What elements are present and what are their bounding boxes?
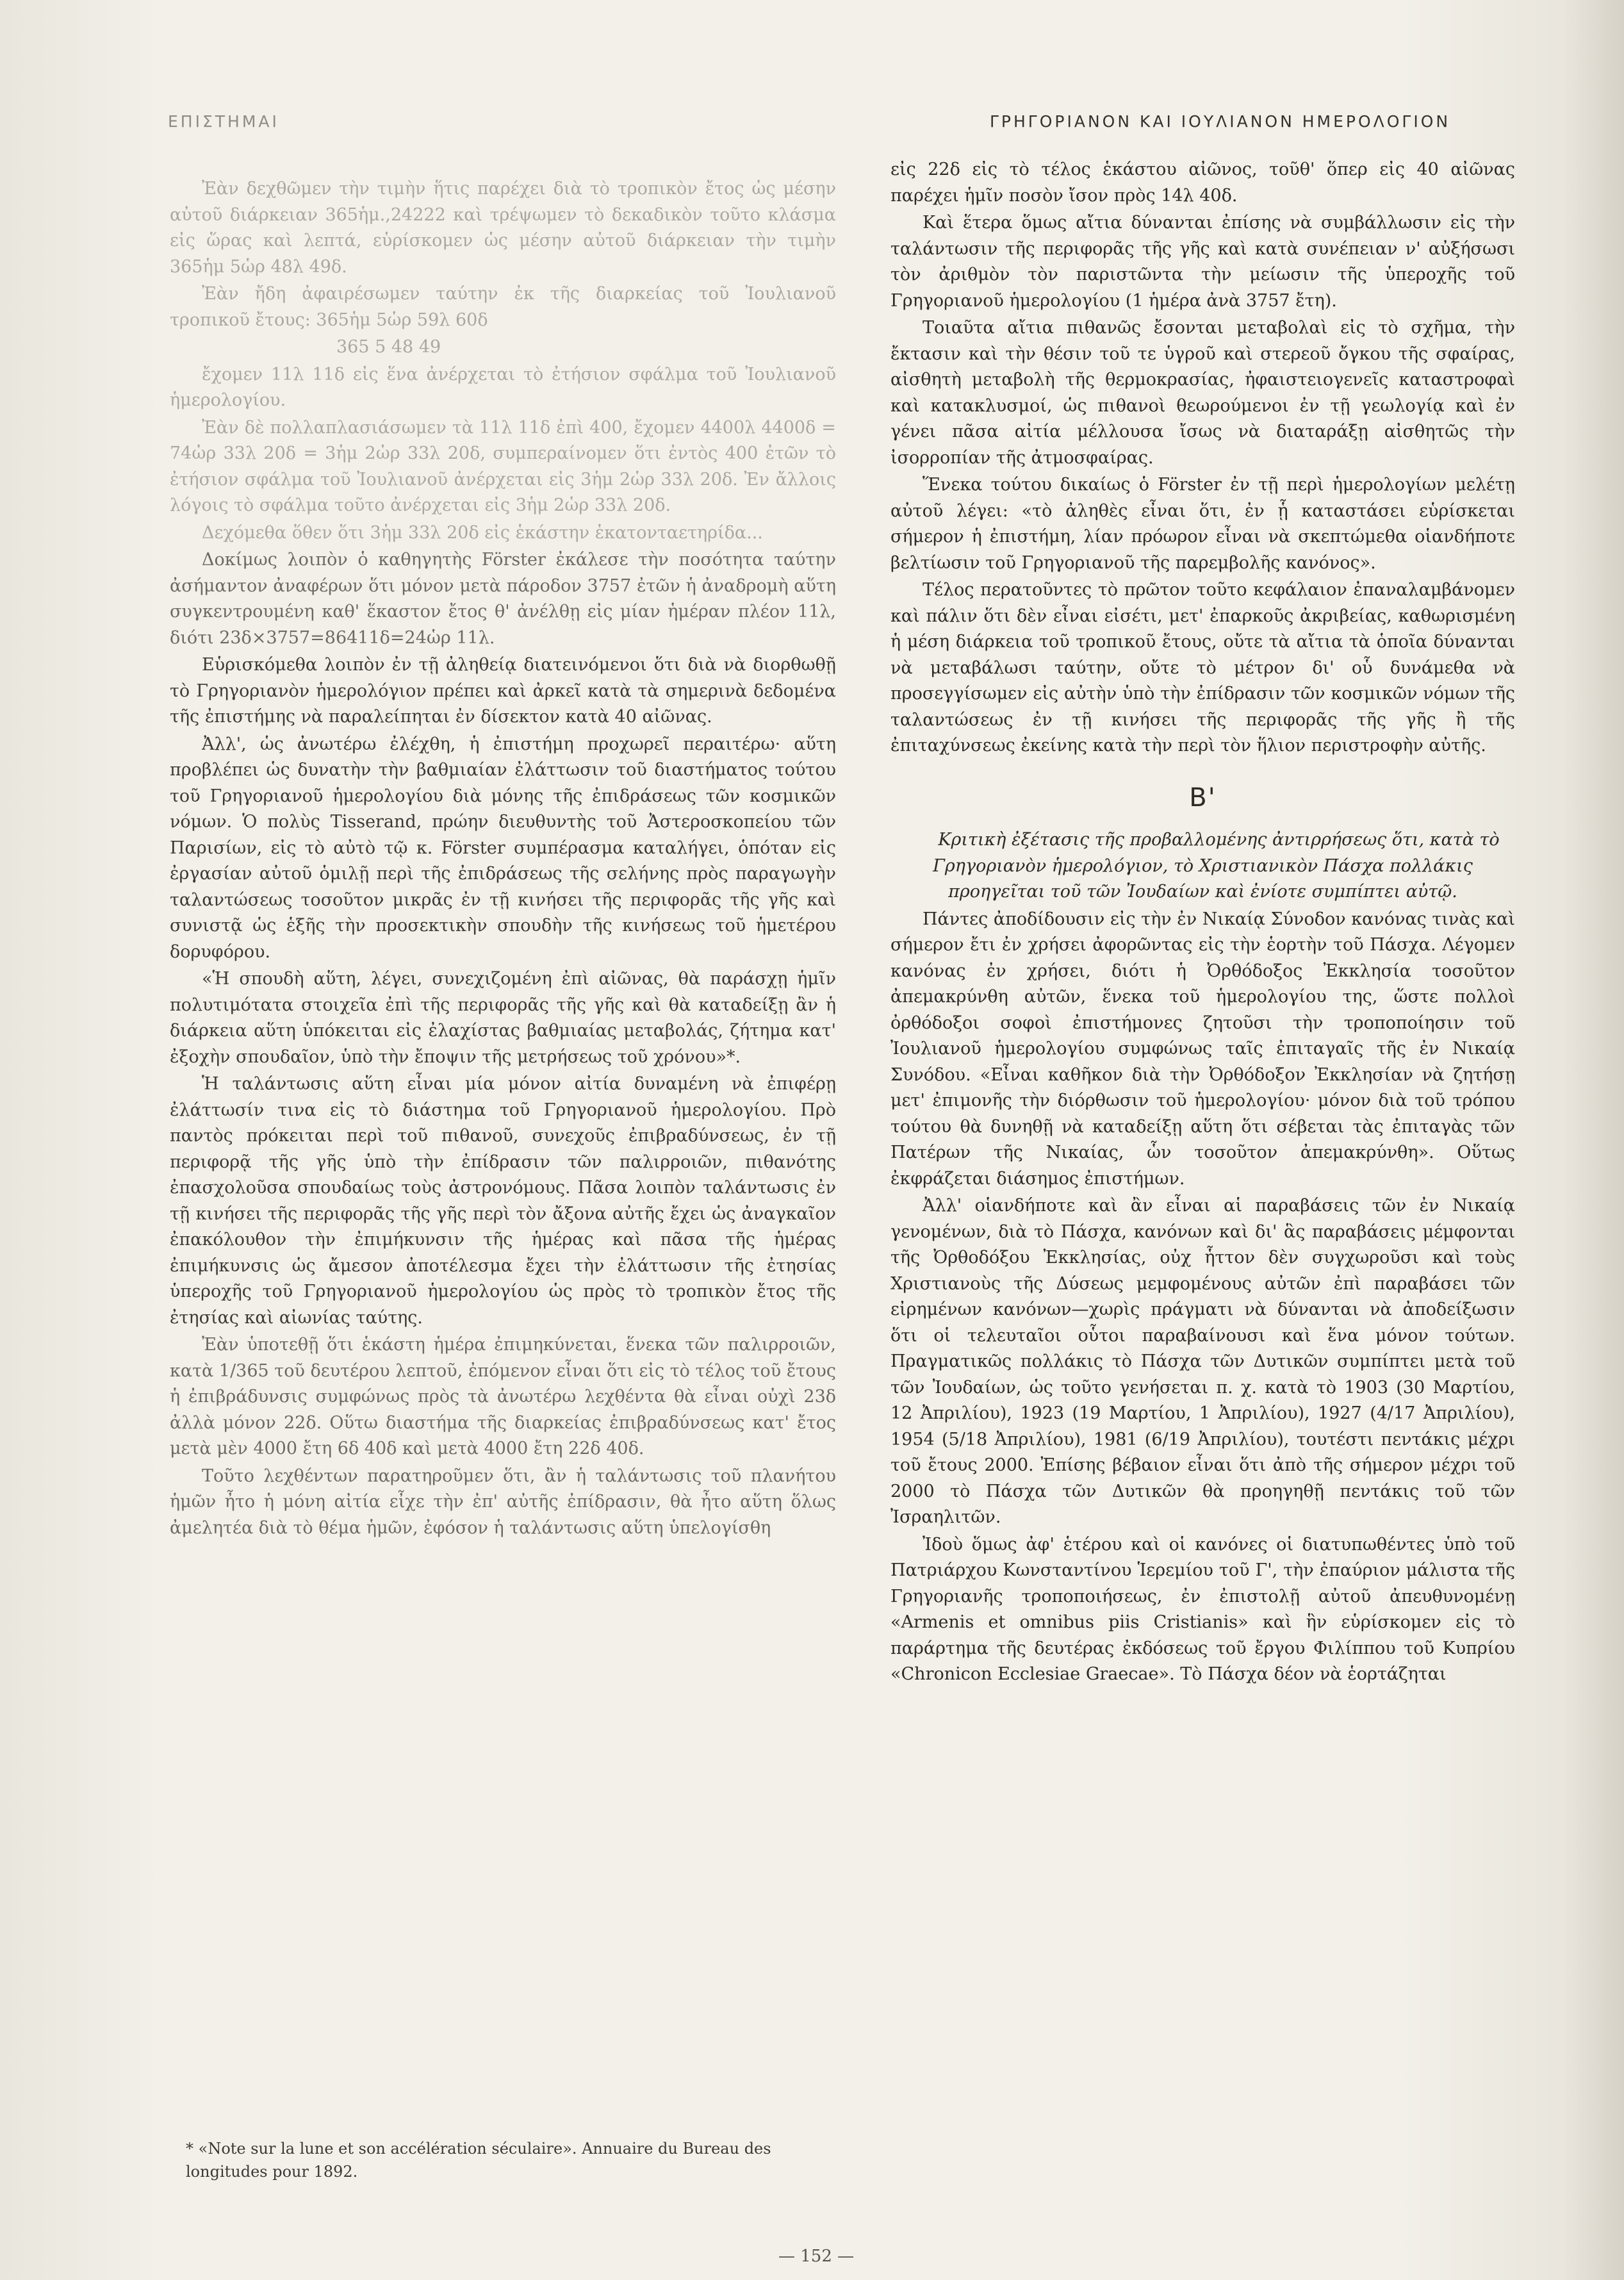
- footnote-text: * «Note sur la lune et son accélération séculaire». Annuaire du Bureau des longitudes pour 1892.: [186, 2140, 771, 2181]
- left-column: [170, 176, 836, 1542]
- left-faded-paragraph: Ἐὰν ἤδη ἀφαιρέσωμεν ταύτην ἐκ τῆς διαρκείας τοῦ Ἰουλιανοῦ τροπικοῦ ἔτους: 365ἡμ 5ὡρ 59λ 60δ: [170, 284, 836, 330]
- right-paragraph: Ἰδοὺ ὅμως ἀφ' ἑτέρου καὶ οἱ κανόνες οἱ διατυπωθέντες ὑπὸ τοῦ Πατριάρχου Κωνσταντίνου Ἱερεμίου τοῦ Γ', τὴν ἐπαύριον μάλιστα τῆς Γρηγοριανῆς τροποποιήσεως, ἐν ἐπιστολῇ αὐτοῦ ἀπευθυνομένῃ «Armenis et omnibus piis Cristianis» καὶ ἣν εὑρίσκομεν εἰς τὸ παράρτημα τῆς δευτέρας ἐκδόσεως τοῦ ἔργου Φιλίππου τοῦ Κυπρίου «Chronicon Ecclesiae Graecae». Τὸ Πάσχα δέον νὰ ἑορτάζηται: [890, 1534, 1515, 1684]
- right-paragraph: Καὶ ἕτερα ὅμως αἴτια δύνανται ἐπίσης νὰ συμβάλλωσιν εἰς τὴν ταλάντωσιν τῆς περιφορᾶς τῆς γῆς καὶ κατὰ συνέπειαν ν' αὐξήσωσι τὸν ἀριθμὸν τὸν παριστῶντα τὴν μείωσιν τῆς ὑπεροχῆς τοῦ Γρηγοριανοῦ ἡμερολογίου (1 ἡμέρα ἀνὰ 3757 ἔτη).: [890, 213, 1515, 311]
- left-paragraph: Ἡ ταλάντωσις αὕτη εἶναι μία μόνον αἰτία δυναμένη νὰ ἐπιφέρῃ ἐλάττωσίν τινα εἰς τὸ διάστημα τοῦ Γρηγοριανοῦ ἡμερολογίου. Πρὸ παντὸς πρόκειται περὶ τοῦ πιθανοῦ, συνεχοῦς ἐπιβραδύνσεως, ἐν τῇ περιφορᾷ τῆς γῆς ὑπὸ τὴν ἐπίδρασιν τῶν παλιρροιῶν, πιθανότης ἐπασχολοῦσα σπουδαίως τοὺς ἀστρονόμους. Πᾶσα λοιπὸν ταλάντωσις ἐν τῇ κινήσει τῆς περιφορᾶς τῆς γῆς περὶ τὸν ἄξονα αὐτῆς ἔχει ὡς ἀναγκαῖον ἐπακόλουθον τὴν ἐπιμήκυνσιν τῆς ἡμέρας καὶ πᾶσα τῆς ἡμέρας ἐπιμήκυνσις ὡς ἄμεσον ἀποτέλεσμα ἔχει τὴν ἐλάττωσιν τῆς ἐτησίας ὑπεροχῆς τοῦ Γρηγοριανοῦ ἡμερολογίου ὡς πρὸς τὸ τροπικὸν ἔτος τῆς ἐτησίας καὶ αἰωνίας ταύτης.: [170, 1074, 836, 1328]
- footnote: [186, 2137, 826, 2183]
- left-paragraph: Τοῦτο λεχθέντων παρατηροῦμεν ὅτι, ἂν ἡ ταλάντωσις τοῦ πλανήτου ἡμῶν ἦτο ἡ μόνη αἰτία εἶχε τὴν ἐπ' αὐτῆς ἐπίδρασιν, θὰ ἦτο αὕτη ὅλως ἀμελητέα διὰ τὸ θέμα ἡμῶν, ἐφόσον ἡ ταλάντωσις αὕτη ὑπελογίσθη: [170, 1466, 836, 1538]
- right-paragraph: Τοιαῦτα αἴτια πιθανῶς ἔσονται μεταβολαὶ εἰς τὸ σχῆμα, τὴν ἔκτασιν καὶ τὴν θέσιν τοῦ τε ὑγροῦ καὶ στερεοῦ ὄγκου τῆς σφαίρας, αἰσθητὴ μεταβολὴ τῆς θερμοκρασίας, ἠφαιστειογενεῖς καταστροφαὶ καὶ κατακλυσμοί, ὡς πιθανοὶ θεωρούμενοι ἐν τῇ γεωλογίᾳ καὶ ἐν γένει πᾶσα αἰτία μέλλουσα ἴσως νὰ διαταράξῃ αἰσθητῶς τὴν ἰσορροπίαν τῆς ἀτμοσφαίρας.: [890, 318, 1515, 468]
- right-paragraph: Τέλος περατοῦντες τὸ πρῶτον τοῦτο κεφάλαιον ἐπαναλαμβάνομεν καὶ πάλιν ὅτι δὲν εἶναι εἰσέτι, μετ' ἐπαρκοῦς ἀκριβείας, καθωρισμένη ἡ μέση διάρκεια τοῦ τροπικοῦ ἔτους, οὔτε τὰ αἴτια τὰ ὁποῖα δύνανται νὰ μεταβάλωσι ταύτην, οὔτε τὸ μέτρον δι' οὗ δυνάμεθα νὰ προσεγγίσωμεν εἰς αὐτὴν ὑπὸ τὴν ἐπίδρασιν τῶν κοσμικῶν νόμων τῆς ταλαντώσεως ἐν τῇ κινήσει τῆς περιφορᾶς τῆς γῆς ἢ τῆς ἐπιταχύνσεως ἐκείνης κατὰ τὴν περὶ τὸν ἥλιον περιστροφὴν αὐτῆς.: [890, 580, 1515, 756]
- right-column: [890, 157, 1515, 1689]
- left-faded-paragraph: Δεχόμεθα ὅθεν ὅτι 3ἡμ 33λ 20δ εἰς ἑκάστην ἑκατονταετηρίδα...: [202, 522, 763, 543]
- left-paragraph: Ἀλλ', ὡς ἀνωτέρω ἐλέχθη, ἡ ἐπιστήμη προχωρεῖ περαιτέρω· αὕτη προβλέπει ὡς δυνατὴν τὴν βαθμιαίαν ἐλάττωσιν τοῦ διαστήματος τούτου τοῦ Γρηγοριανοῦ ἡμερολογίου διὰ μόνης τῆς ἐπιδράσεως τῶν κοσμικῶν νόμων. Ὁ πολὺς Tisserand, πρώην διευθυντὴς τοῦ Ἀστεροσκοπείου τῶν Παρισίων, εἰς τὸ αὐτὸ τῷ κ. Förster συμπέρασμα καταλήγει, ὁπόταν εἰς ἐργασίαν αὐτοῦ ὁμιλῇ περὶ τῆς ἐπιδράσεως τῆς σελήνης πρὸς παραγωγὴν ταλαντώσεως τοσοῦτον μικρᾶς ἐν τῇ κινήσει τῆς περιφορᾶς τῆς γῆς καὶ συνιστᾷ ὡς ἑξῆς τὴν προσεκτικὴν σπουδὴν τῆς κινήσεως τοῦ ἡμετέρου δορυφόρου.: [170, 734, 836, 962]
- right-paragraph: Ἀλλ' οἱανδήποτε καὶ ἂν εἶναι αἱ παραβάσεις τῶν ἐν Νικαίᾳ γενομένων, διὰ τὸ Πάσχα, κανόνων καὶ δι' ἃς παραβάσεις μέμφονται τῆς Ὀρθοδόξου Ἐκκλησίας, οὐχ ἧττον δὲν συγχωροῦσι καὶ τοὺς Χριστιανοὺς τῆς Δύσεως μεμφομένους αὐτῶν ἐπὶ παραβάσει τῶν εἰρημένων κανόνων—χωρὶς πράγματι νὰ δύνανται νὰ ἀποδείξωσιν ὅτι οἱ τελευταῖοι οὗτοι παραβαίνουσι καὶ ἕνα μόνον τούτων. Πραγματικῶς πολλάκις τὸ Πάσχα τῶν Δυτικῶν συμπίπτει μετὰ τοῦ τῶν Ἰουδαίων, ὡς τοῦτο γενήσεται π. χ. κατὰ τὸ 1903 (30 Μαρτίου, 12 Ἀπριλίου), 1923 (19 Μαρτίου, 1 Ἀπριλίου), 1927 (4/17 Ἀπριλίου), 1954 (5/18 Ἀπριλίου), 1981 (6/19 Ἀπριλίου), τουτέστι πεντάκις μέχρι τοῦ ἔτους 2000. Ἐπίσης βέβαιον εἶναι ὅτι ἀπὸ τῆς σήμερον μέχρι τοῦ 2000 τὸ Πάσχα τῶν Δυτικῶν θὰ προηγηθῇ πεντάκις τοῦ τῶν Ἰσραηλιτῶν.: [890, 1196, 1515, 1527]
- left-faded-paragraph: 365 5 48 49: [336, 337, 441, 357]
- section-mark: Β': [1189, 782, 1217, 813]
- left-paragraph: «Ἡ σπουδὴ αὕτη, λέγει, συνεχιζομένη ἐπὶ αἰῶνας, θὰ παράσχῃ ἡμῖν πολυτιμότατα στοιχεῖα ἐπὶ τῆς περιφορᾶς τῆς γῆς καὶ θὰ καταδείξῃ ἂν ἡ διάρκεια αὕτη ὑπόκειται εἰς ἐλαχίστας βαθμιαίας μεταβολάς, ζήτημα κατ' ἐξοχὴν σπουδαῖον, ὑπὸ τὴν ἔποψιν τῆς μετρήσεως τοῦ χρόνου»*.: [170, 969, 836, 1067]
- left-paragraph: Ἐὰν ὑποτεθῇ ὅτι ἑκάστη ἡμέρα ἐπιμηκύνεται, ἕνεκα τῶν παλιρροιῶν, κατὰ 1/365 τοῦ δευτέρου λεπτοῦ, ἐπόμενον εἶναι ὅτι εἰς τὸ τέλος τοῦ ἔτους ἡ ἐπιβράδυνσις συμφώνως πρὸς τὰ ἀνωτέρω λεχθέντα θὰ εἶναι οὐχὶ 23δ ἀλλὰ μόνον 22δ. Οὕτω διαστήμα τῆς διαρκείας ἐπιβραδύνσεως κατ' ἔτος μετὰ μὲν 4000 ἔτη 6δ 40δ καὶ μετὰ 4000 ἔτη 22δ 40δ.: [170, 1335, 836, 1458]
- left-paragraph: Εὑρισκόμεθα λοιπὸν ἐν τῇ ἀληθείᾳ διατεινόμενοι ὅτι διὰ νὰ διορθωθῇ τὸ Γρηγοριανὸν ἡμερολόγιον πρέπει καὶ ἀρκεῖ κατὰ τὰ σημερινὰ δεδομένα τῆς ἐπιστήμης νὰ παραλείπηται ἐν δίσεκτον κατὰ 40 αἰῶνας.: [170, 655, 836, 727]
- left-faded-paragraph: ἔχομεν 11λ 11δ εἰς ἕνα ἀνέρχεται τὸ ἐτήσιον σφάλμα τοῦ Ἰουλιανοῦ ἡμερολογίου.: [170, 364, 836, 410]
- left-midfade-paragraph: Δοκίμως λοιπὸν ὁ καθηγητὴς Förster ἐκάλεσε τὴν ποσότητα ταύτην ἀσήμαντον ἀναφέρων ὅτι μόνον μετὰ πάροδον 3757 ἐτῶν ἡ ἀναδρομὴ αὕτη συγκεντρουμένη καθ' ἕκαστον ἔτος θ' ἀνέλθῃ εἰς μίαν ἡμέραν πλέον 11λ, διότι 23δ×3757=86411δ=24ὡρ 11λ.: [170, 550, 836, 648]
- right-paragraph: Πάντες ἀποδίδουσιν εἰς τὴν ἐν Νικαίᾳ Σύνοδον κανόνας τινὰς καὶ σήμερον ἔτι ἐν χρήσει ἀφορῶντας εἰς τὴν ἑορτὴν τοῦ Πάσχα. Λέγομεν κανόνας ἐν χρήσει, διότι ἡ Ὀρθόδοξος Ἐκκλησία τοσοῦτον ἀπεμακρύνθη αὐτῶν, ἕνεκα τοῦ ἡμερολογίου της, ὥστε πολλοὶ ὀρθόδοξοι σοφοὶ ἐπιστήμονες ζητοῦσι τὴν τροποποίησιν τοῦ Ἰουλιανοῦ ἡμερολογίου συμφώνως ταῖς ἐπιταγαῖς τῆς ἐν Νικαίᾳ Συνόδου. «Εἶναι καθῆκον διὰ τὴν Ὀρθόδοξον Ἐκκλησίαν νὰ ζητήσῃ μετ' ἐπιμονῆς τὴν διόρθωσιν τοῦ ἡμερολογίου· μόνον διὰ τοῦ τρόπου τούτου θὰ δυνηθῇ νὰ καταδείξῃ αὕτη ὅτι σέβεται τὰς ἐπιταγὰς τῶν Πατέρων τῆς Νικαίας, ὧν τοσοῦτον ἀπεμακρύνθη». Οὕτως ἐκφράζεται διάσημος ἐπιστήμων.: [890, 909, 1515, 1189]
- section-subtitle: Κριτικὴ ἐξέτασις τῆς προβαλλομένης ἀντιρρήσεως ὅτι, κατὰ τὸ Γρηγοριανὸν ἡμερολόγιον, τὸ Χριστιανικὸν Πάσχα πολλάκις προηγεῖται τοῦ τῶν Ἰουδαίων καὶ ἐνίοτε συμπίπτει αὐτῷ.: [933, 830, 1500, 902]
- page-number: — 152 —: [778, 2247, 855, 2266]
- left-faded-paragraph: Ἐὰν δὲ πολλαπλασιάσωμεν τὰ 11λ 11δ ἐπὶ 400, ἔχομεν 4400λ 4400δ = 74ὡρ 33λ 20δ = 3ἡμ 2ὡρ 33λ 20δ, συμπεραίνομεν ὅτι ἐντὸς 400 ἐτῶν τὸ ἐτήσιον σφάλμα τοῦ Ἰουλιανοῦ ἀνέρχεται εἰς 3ἡμ 2ὡρ 33λ 20δ. Ἐν ἄλλοις λόγοις τὸ σφάλμα τοῦτο ἀνέρχεται εἰς 3ἡμ 2ὡρ 33λ 20δ.: [170, 417, 836, 515]
- right-paragraph: εἰς 22δ εἰς τὸ τέλος ἑκάστου αἰῶνος, τοῦθ' ὅπερ εἰς 40 αἰῶνας παρέχει ἡμῖν ποσὸν ἴσον πρὸς 14λ 40δ.: [890, 160, 1515, 206]
- right-paragraph: Ἕνεκα τούτου δικαίως ὁ Förster ἐν τῇ περὶ ἡμερολογίων μελέτῃ αὐτοῦ λέγει: «τὸ ἀληθὲς εἶναι ὅτι, ἐν ᾗ καταστάσει εὑρίσκεται σήμερον ἡ ἐπιστήμη, λίαν πρόωρον εἶναι νὰ σκεπτώμεθα οἱανδήποτε βελτίωσιν τοῦ Γρηγοριανοῦ τῆς παρεμβολῆς κανόνος».: [890, 475, 1515, 573]
- binding-shadow: [1563, 0, 1624, 2280]
- running-head-right: ΓΡΗΓΟΡΙΑΝΟΝ ΚΑΙ ΙΟΥΛΙΑΝΟΝ ΗΜΕΡΟΛΟΓΙΟΝ: [990, 112, 1451, 131]
- running-head-left: ΕΠΙΣΤΗΜΑΙ: [168, 112, 279, 131]
- left-faded-paragraph: Ἐὰν δεχθῶμεν τὴν τιμὴν ἥτις παρέχει διὰ τὸ τροπικὸν ἔτος ὡς μέσην αὐτοῦ διάρκειαν 365ἡμ.,24222 καὶ τρέψωμεν τὸ δεκαδικὸν τοῦτο κλάσμα εἰς ὥρας καὶ λεπτά, εὑρίσκομεν ὡς μέσην αὐτοῦ διάρκειαν τὴν τιμὴν 365ἡμ 5ὡρ 48λ 49δ.: [170, 179, 836, 277]
